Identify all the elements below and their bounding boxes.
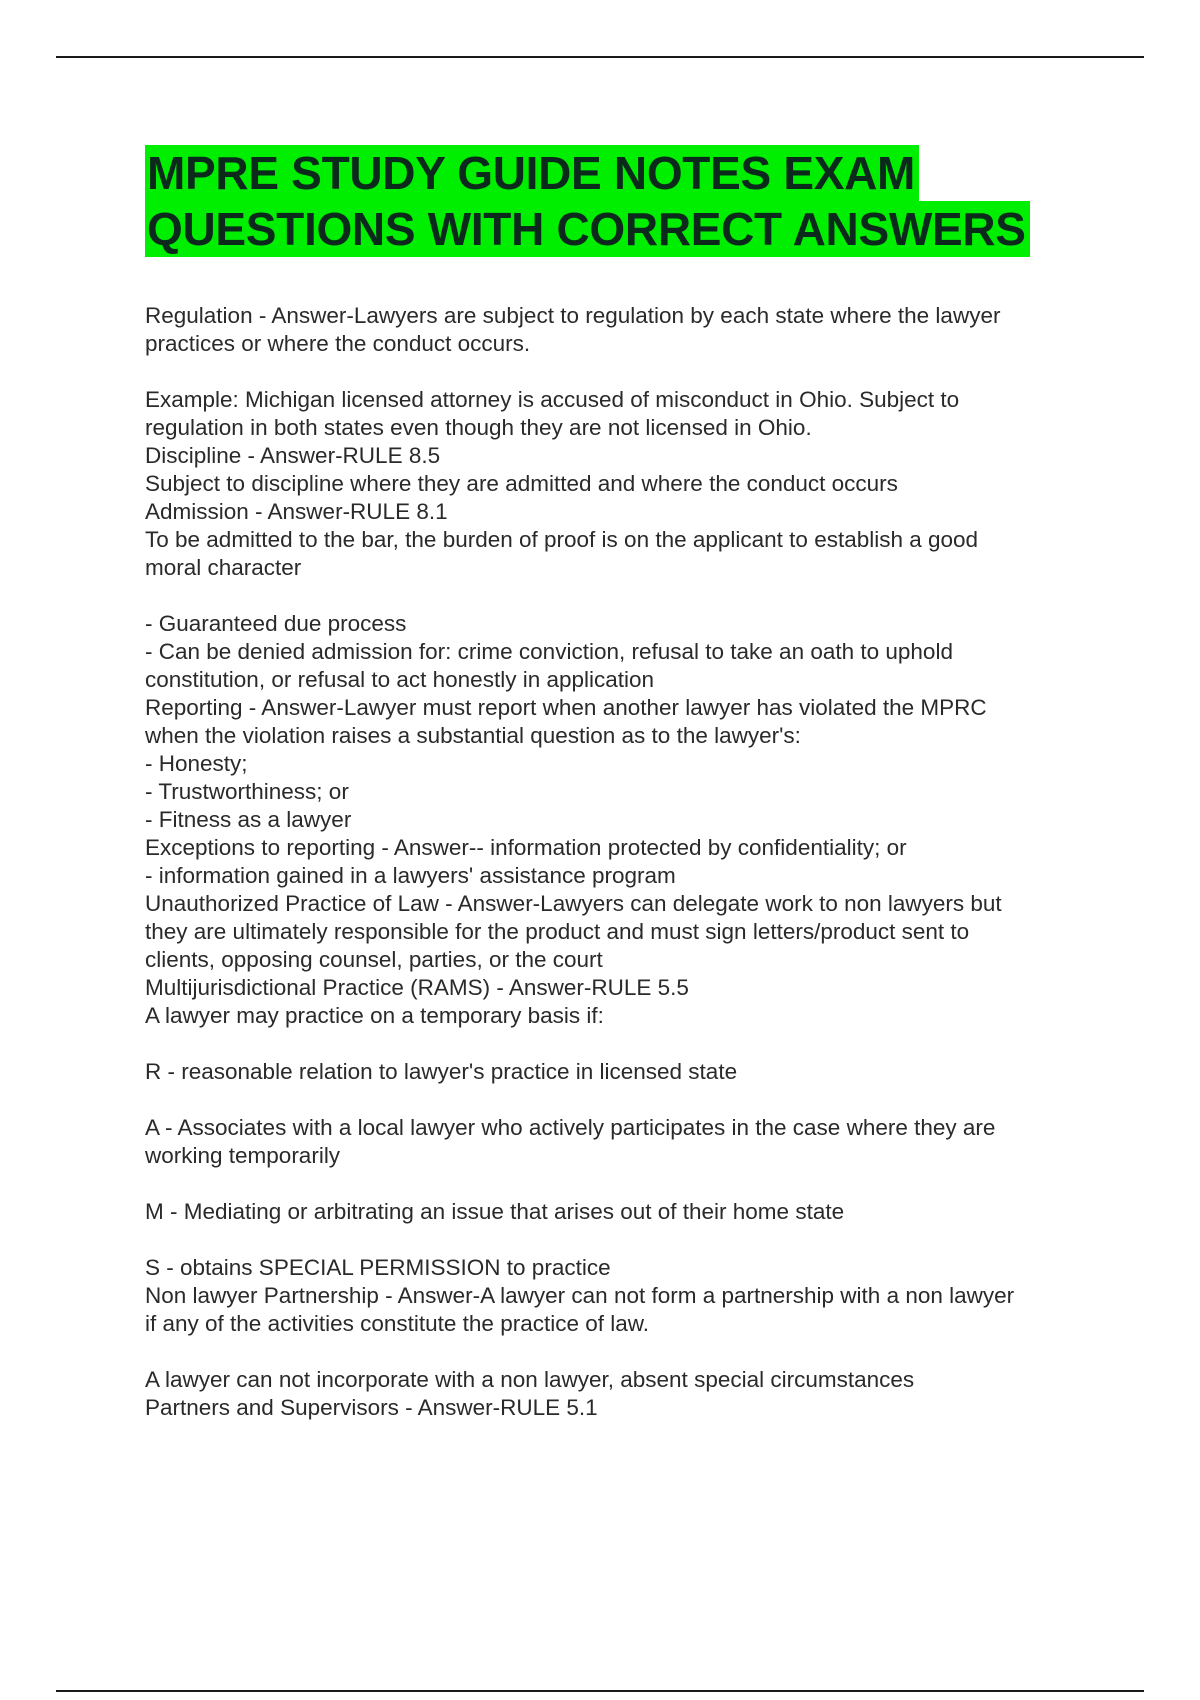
text-line: Admission - Answer-RULE 8.1: [145, 499, 448, 524]
document-body: [145, 302, 1085, 1422]
text-line: when the violation raises a substantial question as to the lawyer's:: [145, 723, 801, 748]
text-line: constitution, or refusal to act honestly in application: [145, 667, 655, 692]
text-line: - Fitness as a lawyer: [145, 807, 352, 832]
text-line: moral character: [145, 555, 302, 580]
text-line: Discipline - Answer-RULE 8.5: [145, 443, 441, 468]
text-line: M - Mediating or arbitrating an issue that arises out of their home state: [145, 1199, 845, 1224]
title-line-2: QUESTIONS WITH CORRECT ANSWERS: [145, 201, 1030, 257]
text-line: Regulation - Answer-Lawyers are subject to regulation by each state where the lawyer: [145, 303, 1001, 328]
text-line: - Guaranteed due process: [145, 611, 407, 636]
text-line: practices or where the conduct occurs.: [145, 331, 531, 356]
blank-line: [145, 1170, 1085, 1198]
blank-line: [145, 358, 1085, 386]
text-line: Reporting - Answer-Lawyer must report when another lawyer has violated the MPRC: [145, 695, 987, 720]
text-line: A - Associates with a local lawyer who actively participates in the case where they are: [145, 1115, 996, 1140]
document-title: [145, 145, 1085, 257]
top-divider: [56, 56, 1144, 58]
text-line: if any of the activities constitute the practice of law.: [145, 1311, 650, 1336]
text-line: Subject to discipline where they are admitted and where the conduct occurs: [145, 471, 898, 496]
text-line: A lawyer can not incorporate with a non lawyer, absent special circumstances: [145, 1367, 915, 1392]
title-line-1: MPRE STUDY GUIDE NOTES EXAM: [145, 145, 919, 201]
text-line: To be admitted to the bar, the burden of proof is on the applicant to establish a good: [145, 527, 979, 552]
text-line: Partners and Supervisors - Answer-RULE 5.1: [145, 1395, 598, 1420]
text-line: Example: Michigan licensed attorney is accused of misconduct in Ohio. Subject to: [145, 387, 960, 412]
blank-line: [145, 1030, 1085, 1058]
text-line: R - reasonable relation to lawyer's practice in licensed state: [145, 1059, 738, 1084]
text-line: Non lawyer Partnership - Answer-A lawyer can not form a partnership with a non lawyer: [145, 1283, 1015, 1308]
text-line: Exceptions to reporting - Answer-- information protected by confidentiality; or: [145, 835, 907, 860]
text-line: - information gained in a lawyers' assistance program: [145, 863, 676, 888]
text-line: Unauthorized Practice of Law - Answer-Lawyers can delegate work to non lawyers but: [145, 891, 1002, 916]
text-line: they are ultimately responsible for the product and must sign letters/product sent to: [145, 919, 970, 944]
text-line: - Honesty;: [145, 751, 248, 776]
bottom-divider: [56, 1690, 1144, 1692]
text-line: working temporarily: [145, 1143, 341, 1168]
text-line: clients, opposing counsel, parties, or the court: [145, 947, 603, 972]
text-line: A lawyer may practice on a temporary basis if:: [145, 1003, 604, 1028]
text-line: S - obtains SPECIAL PERMISSION to practice: [145, 1255, 611, 1280]
text-line: - Trustworthiness; or: [145, 779, 349, 804]
blank-line: [145, 1338, 1085, 1366]
blank-line: [145, 1086, 1085, 1114]
blank-line: [145, 582, 1085, 610]
text-line: - Can be denied admission for: crime conviction, refusal to take an oath to uphold: [145, 639, 953, 664]
blank-line: [145, 1226, 1085, 1254]
text-line: regulation in both states even though they are not licensed in Ohio.: [145, 415, 812, 440]
text-line: Multijurisdictional Practice (RAMS) - Answer-RULE 5.5: [145, 975, 689, 1000]
